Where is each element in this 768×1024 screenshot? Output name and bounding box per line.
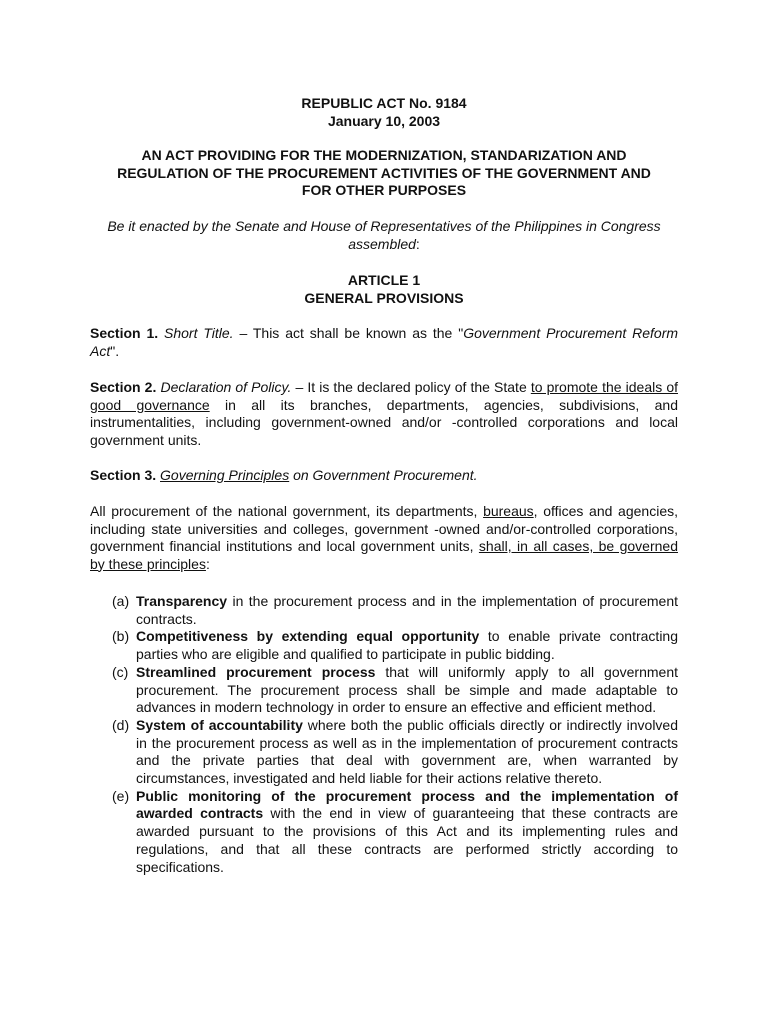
- section-1: [90, 325, 678, 360]
- article-name: GENERAL PROVISIONS: [304, 289, 464, 306]
- list-item-label: (d): [112, 716, 130, 733]
- underlined-phrase: to promote the ideals of good governance: [90, 379, 678, 413]
- enacting-clause: [90, 218, 678, 253]
- title-line: REGULATION OF THE PROCUREMENT ACTIVITIES OF THE GOVERNMENT AND: [117, 164, 651, 181]
- principle-name: System of accountability: [136, 716, 303, 733]
- list-item-label: (e): [112, 787, 130, 804]
- list-item-label: (c): [112, 663, 129, 680]
- section-heading: on Government Procurement.: [289, 467, 478, 483]
- section-heading: Declaration of Policy.: [160, 379, 292, 395]
- enacting-clause-text: Be it enacted by the Senate and House of Representatives of the Philippines in Congress assembled: [107, 218, 661, 252]
- title-line: AN ACT PROVIDING FOR THE MODERNIZATION, STANDARIZATION AND: [141, 147, 627, 163]
- principle-name: Transparency: [136, 593, 228, 609]
- act-date: January 10, 2003: [327, 112, 441, 129]
- section-text: – It is the declared policy of the State: [291, 379, 531, 395]
- principles-list: [112, 593, 678, 876]
- section-heading: Short Title.: [164, 325, 234, 341]
- section-text: – This act shall be known as the ": [233, 325, 464, 341]
- underlined-phrase: bureaus: [483, 503, 534, 519]
- section-3: [90, 467, 678, 485]
- principle-text: to enable private contracting parties who are eligible and qualified to participate in public bidding.: [136, 628, 678, 663]
- list-item: [112, 628, 678, 663]
- list-item: [112, 593, 678, 628]
- principle-text: where both the public officials directly or indirectly involved in the procurement process as well as in the implementation of procurement contracts and the private parties that deal with government are, when warranted by circumstances, investigated and held liable for their actions relative thereto.: [136, 716, 678, 787]
- list-item-label: (a): [112, 593, 130, 609]
- section-text: in all its branches, departments, agencies, subdivisions, and instrumentalities, including government-owned and/or -controlled corporations and local government units.: [90, 396, 679, 448]
- list-item: [112, 664, 678, 717]
- principle-name: Competitiveness by extending equal opportunity: [136, 628, 480, 645]
- paragraph-text: All procurement of the national government, its departments,: [90, 503, 484, 519]
- principle-name: Public monitoring of the procurement process and the implementation of awarded contracts: [136, 787, 678, 822]
- act-title: [90, 147, 678, 200]
- enacting-clause-suffix: :: [415, 235, 420, 252]
- principle-text: with the end in view of guaranteeing that these contracts are awarded pursuant to the provisions of this Act and its implementing rules and regulations, and that all these contracts are performed strictly according to specifications.: [136, 805, 679, 875]
- list-item: [112, 788, 678, 877]
- section-label: Section 2.: [90, 379, 157, 395]
- act-number: REPUBLIC ACT No. 9184: [301, 95, 467, 111]
- principle-text: in the procurement process and in the implementation of procurement contracts.: [136, 593, 678, 627]
- section-label: Section 1.: [90, 325, 159, 341]
- list-item-label: (b): [112, 628, 130, 645]
- underlined-phrase: shall, in all cases, be governed by these principles: [90, 538, 678, 572]
- section-label: Section 3.: [90, 467, 157, 483]
- section-heading-underlined: Governing Principles: [160, 467, 290, 483]
- act-header: [90, 95, 678, 130]
- list-item: [112, 717, 678, 788]
- principle-name: Streamlined procurement process: [136, 663, 376, 680]
- article-heading: [90, 272, 678, 307]
- paragraph-text: :: [205, 555, 210, 572]
- all-procurement-paragraph: [90, 503, 678, 573]
- paragraph-text: , offices and agencies, including state universities and colleges, government -owned and/or-controlled corporations, government financial institutions and local government units,: [90, 503, 678, 554]
- title-line: FOR OTHER PURPOSES: [301, 182, 467, 198]
- section-2: [90, 379, 678, 449]
- article-number: ARTICLE 1: [347, 272, 421, 288]
- act-short-title: Government Procurement Reform Act: [90, 325, 679, 359]
- section-text: ".: [110, 342, 120, 359]
- principle-text: that will uniformly apply to all government procurement. The procurement process shall be simple and made adaptable to advances in modern technology in order to ensure an effective and efficient method.: [136, 663, 678, 716]
